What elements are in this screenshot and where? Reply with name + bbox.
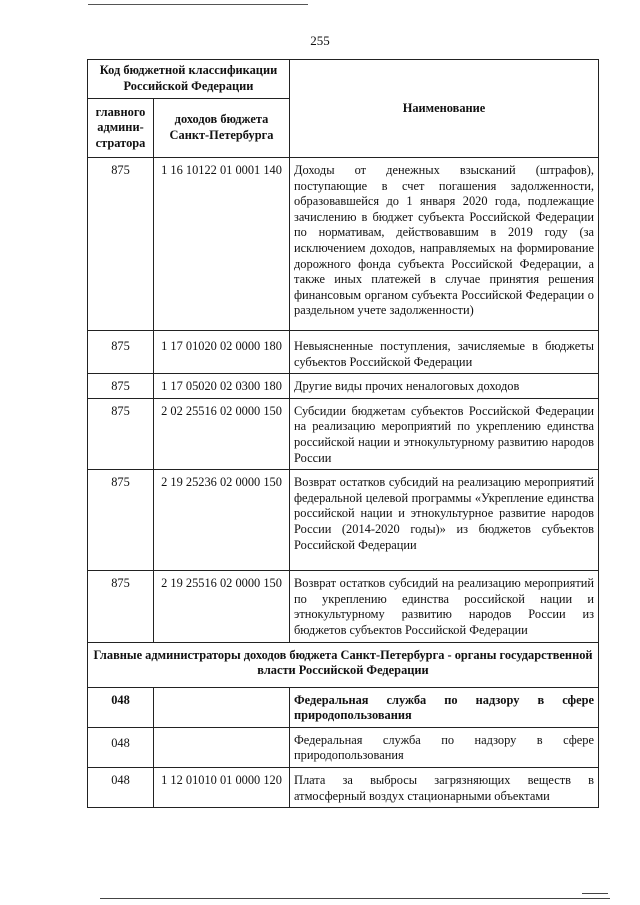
- admin-code: 875: [88, 470, 154, 571]
- table-row: [88, 398, 599, 469]
- top-scan-line: [88, 4, 308, 5]
- revenue-code: 1 12 01010 01 0000 120: [154, 767, 290, 807]
- admin-code: 048: [88, 727, 154, 767]
- table-row: [88, 767, 599, 807]
- table-row: [88, 727, 599, 767]
- revenue-name: Возврат остатков субсидий на реализацию мероприятий по укреплению единства российской нации и этнокультурному развитию народов России из бюджетов субъектов Российской Федерации: [290, 571, 599, 642]
- revenue-code: [154, 687, 290, 727]
- revenue-code: 2 02 25516 02 0000 150: [154, 398, 290, 469]
- table-row: [88, 687, 599, 727]
- table-row: [88, 470, 599, 571]
- revenue-name: Возврат остатков субсидий на реализацию мероприятий федеральной целевой программы «Укрепление единства российской нации и этнокультурное развитие народов России (2014-2020 годы)» из бюджетов субъектов Российской Федерации: [290, 470, 599, 571]
- header-name: Наименование: [290, 60, 599, 158]
- budget-classification-table: [87, 59, 599, 808]
- header-admin: главного админи-стратора: [88, 99, 154, 158]
- revenue-code: 1 16 10122 01 0001 140: [154, 158, 290, 331]
- table-header-row-1: [88, 60, 599, 99]
- table-row: [88, 158, 599, 331]
- admin-code: 048: [88, 767, 154, 807]
- revenue-code: [154, 727, 290, 767]
- table-row: [88, 374, 599, 399]
- section-header-row: [88, 642, 599, 687]
- revenue-name: Федеральная служба по надзору в сфере природопользования: [290, 687, 599, 727]
- revenue-name: Невыясненные поступления, зачисляемые в бюджеты субъектов Российской Федерации: [290, 331, 599, 374]
- section-title: Главные администраторы доходов бюджета Санкт-Петербурга - органы государственной власти Российской Федерации: [88, 642, 599, 687]
- revenue-name: Доходы от денежных взысканий (штрафов), поступающие в счет погашения задолженности, образовавшейся до 1 января 2020 года, подлежащие зачислению в бюджет субъекта Российской Федерации по нормативам, действовавшим в 2019 году (за исключением доходов, направляемых на формирование дорожного фонда субъекта Российской Федерации, а также иных платежей в случае принятия решения финансовым органом субъекта Российской Федерации о раздельном учете задолженности): [290, 158, 599, 331]
- admin-code: 875: [88, 158, 154, 331]
- admin-code: 048: [88, 687, 154, 727]
- revenue-code: 2 19 25236 02 0000 150: [154, 470, 290, 571]
- revenue-name: Федеральная служба по надзору в сфере природопользования: [290, 727, 599, 767]
- header-group-title: Код бюджетной классификации Российской Федерации: [88, 60, 290, 99]
- admin-code: 875: [88, 331, 154, 374]
- revenue-code: 2 19 25516 02 0000 150: [154, 571, 290, 642]
- admin-code: 875: [88, 374, 154, 399]
- revenue-name: Плата за выбросы загрязняющих веществ в атмосферный воздух стационарными объектами: [290, 767, 599, 807]
- admin-code: 875: [88, 571, 154, 642]
- table-row: [88, 331, 599, 374]
- page-number: 255: [310, 33, 330, 48]
- bottom-scan-line: [100, 898, 610, 899]
- admin-code: 875: [88, 398, 154, 469]
- revenue-name: Другие виды прочих неналоговых доходов: [290, 374, 599, 399]
- revenue-code: 1 17 05020 02 0300 180: [154, 374, 290, 399]
- revenue-code: 1 17 01020 02 0000 180: [154, 331, 290, 374]
- table-row: [88, 571, 599, 642]
- header-code: доходов бюджета Санкт-Петербурга: [154, 99, 290, 158]
- revenue-name: Субсидии бюджетам субъектов Российской Федерации на реализацию мероприятий по укреплению единства российской нации и этнокультурному развитию народов России: [290, 398, 599, 469]
- bottom-scan-mark: [582, 893, 608, 894]
